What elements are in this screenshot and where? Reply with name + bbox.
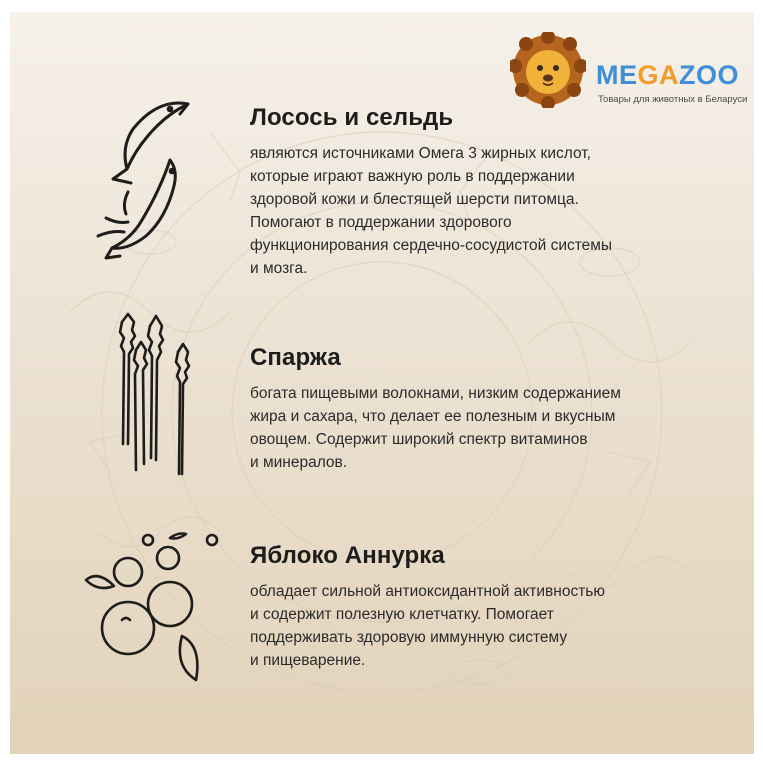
section-text: обладает сильной антиоксидантной активностью и содержит полезную клетчатку. Помогает поддерживать здоровую иммунную систему и пищеварение. (250, 583, 606, 669)
section-title: Яблоко Аннурка (250, 542, 445, 569)
section-salmon-herring (250, 104, 612, 280)
brand-tagline: Товары для животных в Беларуси (598, 94, 748, 105)
section-title: Спаржа (250, 344, 341, 371)
info-card (10, 12, 754, 754)
section-title: Лосось и сельдь (250, 104, 454, 131)
section-text: являются источниками Омега 3 жирных кислот, которые играют важную роль в поддержании здоровой кожи и блестящей шерсти питомца. Помогают в поддержании здорового функционирования сердечно-сосудистой системы и мозга. (250, 145, 613, 277)
fish-icon (88, 96, 198, 266)
asparagus-icon (108, 312, 198, 477)
section-apple (250, 542, 605, 672)
logo-text: MEGAZOO (596, 60, 739, 90)
apple-icon (82, 528, 222, 698)
section-asparagus (250, 344, 621, 474)
section-text: богата пищевыми волокнами, низким содержанием жира и сахара, что делает ее полезным и вкусным овощем. Содержит широкий спектр витаминов и минералов. (250, 385, 621, 471)
brand-logo (510, 32, 750, 112)
lion-logo-icon (510, 32, 586, 108)
